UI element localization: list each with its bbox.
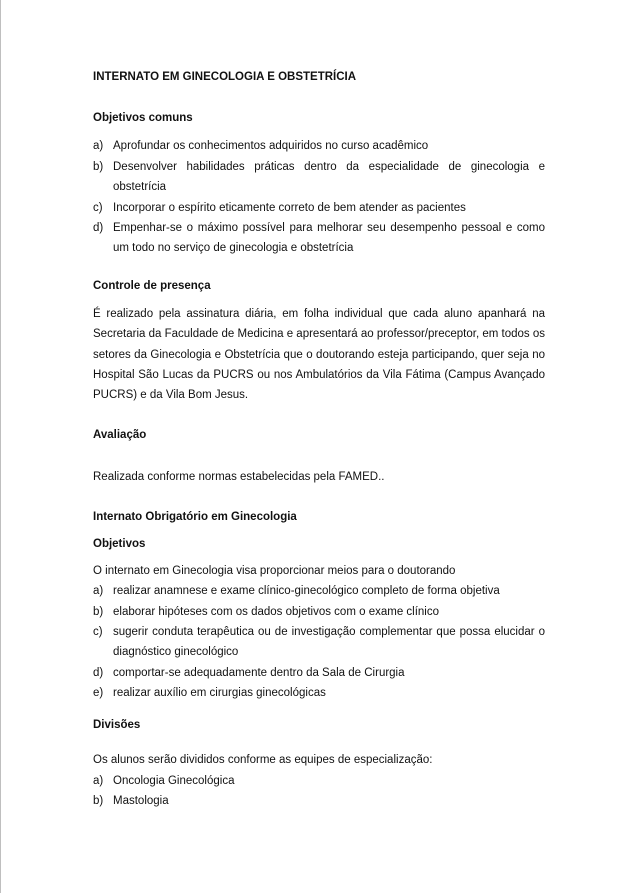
divisoes-intro: Os alunos serão divididos conforme as equipes de especialização:: [93, 754, 433, 766]
document-title: INTERNATO EM GINECOLOGIA E OBSTETRÍCIA: [93, 71, 357, 83]
list-item: [93, 581, 545, 601]
list-item: [93, 602, 545, 622]
list-item-text: Aprofundar os conhecimentos adquiridos no curso acadêmico: [113, 140, 429, 152]
list-marker: e): [93, 687, 104, 699]
list-marker: d): [93, 222, 104, 234]
controle-presenca-text: É realizado pela assinatura diária, em folha individual que cada aluno apanhará na Secretaria da Faculdade de Medicina e apresentará ao professor/preceptor, em todos os setores da Ginecologia e Obstetrícia que o doutorando esteja participando, quer seja no Hospital São Lucas da PUCRS ou nos Ambulatórios da Vila Fátima (Campus Avançado PUCRS) e da Vila Bom Jesus.: [93, 308, 545, 402]
list-item-text: Mastologia: [113, 795, 169, 807]
objetivos-heading: Objetivos: [93, 538, 146, 550]
objetivos-intro: O internato em Ginecologia visa proporcionar meios para o doutorando: [93, 565, 456, 577]
list-marker: b): [93, 606, 104, 618]
list-item: [93, 683, 545, 703]
divisoes-heading: Divisões: [93, 719, 141, 731]
page-edge: [0, 0, 1, 893]
list-item: [93, 663, 545, 683]
list-item-text: Empenhar-se o máximo possível para melhorar seu desempenho pessoal e como um todo no serviço de ginecologia e obstetrícia: [113, 222, 545, 255]
list-item: [93, 157, 545, 198]
list-item-text: Oncologia Ginecológica: [113, 775, 235, 787]
avaliacao-heading: Avaliação: [93, 429, 147, 441]
list-marker: a): [93, 140, 104, 152]
list-item-text: Incorporar o espírito eticamente correto de bem atender as pacientes: [113, 202, 466, 214]
list-marker: a): [93, 775, 104, 787]
list-marker: d): [93, 667, 104, 679]
list-item: [93, 136, 545, 156]
list-item-text: sugerir conduta terapêutica ou de investigação complementar que possa elucidar o diagnóstico ginecológico: [113, 626, 545, 659]
list-item: [93, 198, 545, 218]
controle-presenca-heading: Controle de presença: [93, 280, 211, 292]
objetivos-comuns-heading: Objetivos comuns: [93, 112, 193, 124]
internato-ginecologia-heading: Internato Obrigatório em Ginecologia: [93, 511, 297, 523]
avaliacao-text: Realizada conforme normas estabelecidas pela FAMED..: [93, 471, 385, 483]
list-item-text: comportar-se adequadamente dentro da Sala de Cirurgia: [113, 667, 405, 679]
list-marker: b): [93, 795, 104, 807]
list-item-text: realizar auxílio em cirurgias ginecológicas: [113, 687, 326, 699]
list-item: [93, 771, 545, 791]
list-item: [93, 622, 545, 663]
list-item-text: Desenvolver habilidades práticas dentro da especialidade de ginecologia e obstetrícia: [113, 161, 545, 194]
list-item-text: elaborar hipóteses com os dados objetivos com o exame clínico: [113, 606, 440, 618]
list-marker: c): [93, 202, 103, 214]
list-item: [93, 791, 545, 811]
list-item-text: realizar anamnese e exame clínico-ginecológico completo de forma objetiva: [113, 585, 500, 597]
list-item: [93, 218, 545, 259]
list-marker: b): [93, 161, 104, 173]
list-marker: a): [93, 585, 104, 597]
list-marker: c): [93, 626, 103, 638]
